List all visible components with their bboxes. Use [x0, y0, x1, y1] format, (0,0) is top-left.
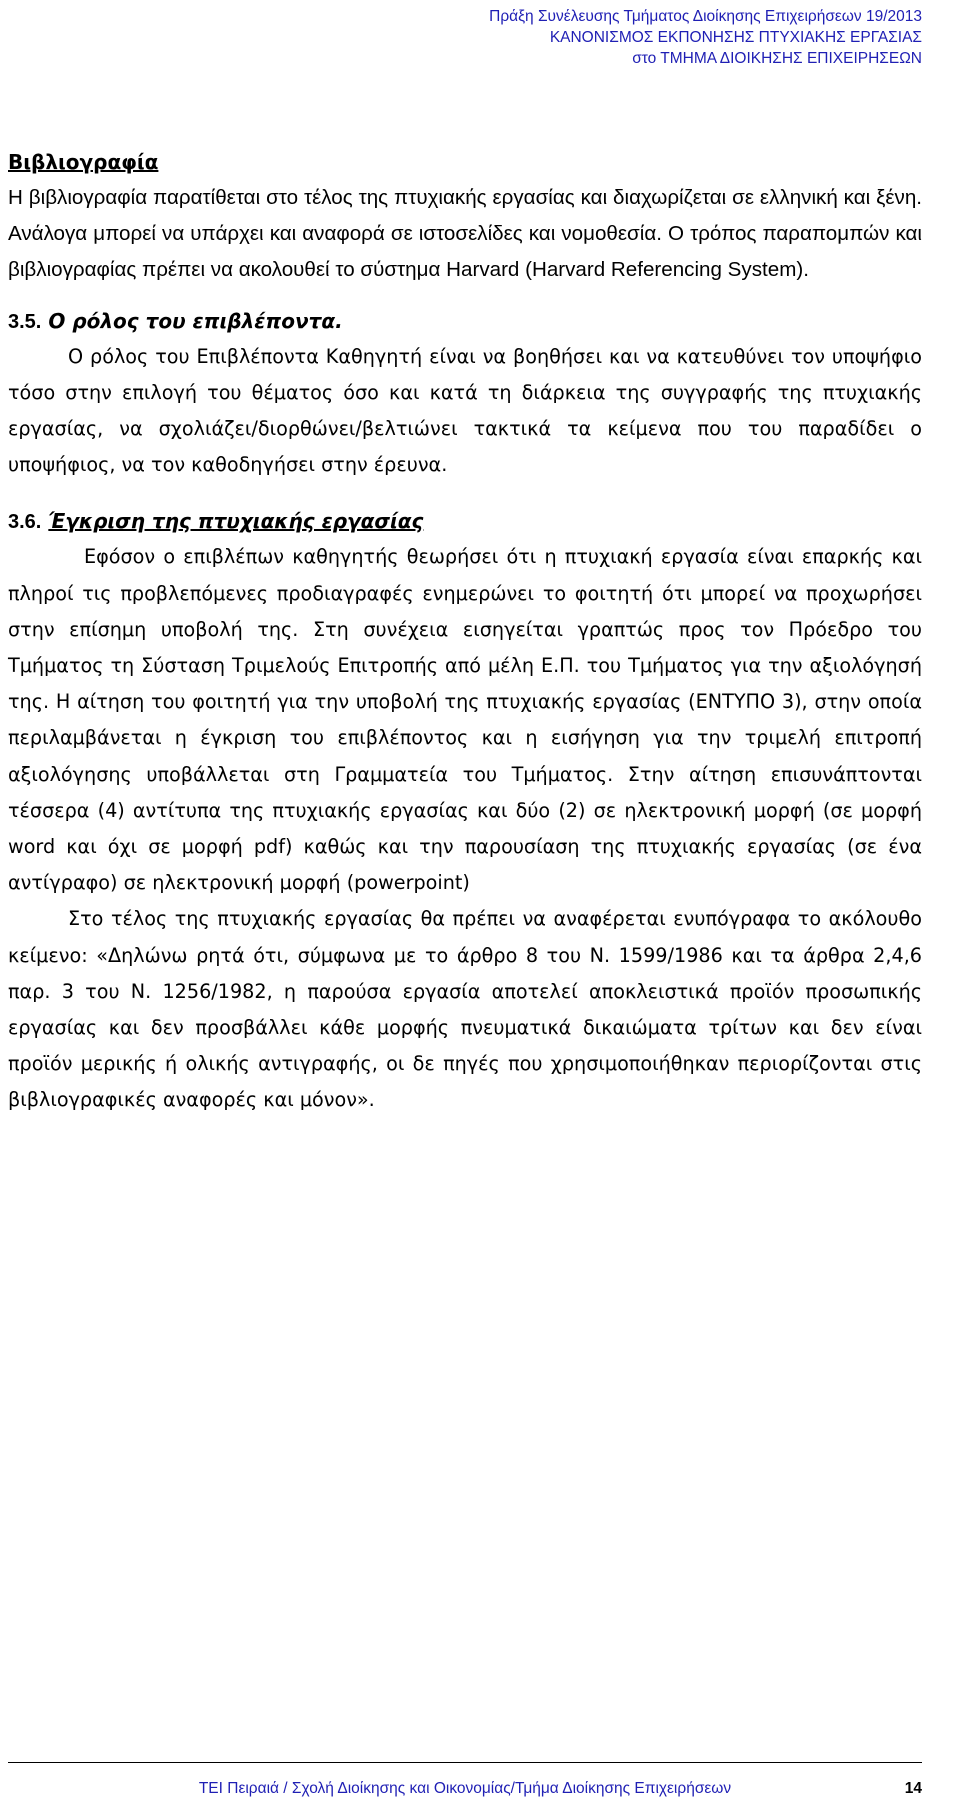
footer-divider — [8, 1762, 922, 1763]
header-line-meeting: Πράξη Συνέλευσης Τμήματος Διοίκησης Επιχειρήσεων 19/2013 — [489, 8, 922, 25]
document-body — [8, 144, 922, 1119]
section-3-5-title: Ο ρόλος του επιβλέποντα. — [48, 308, 343, 333]
section-3-5-paragraph: Ο ρόλος του Επιβλέποντα Καθηγητή είναι να βοηθήσει και να κατευθύνει τον υποψήφιο τόσο στην επιλογή του θέματος όσο και κατά τη διάρκεια της συγγραφής της πτυχιακής εργασίας, να σχολιάζει/διορθώνει/βελτιώνει τακτικά τα κείμενα που του παραδίδει ο υποψήφιος, να τον καθοδηγήσει στην έρευνα. — [8, 344, 922, 477]
section-3-6-paragraph-1: Εφόσον ο επιβλέπων καθηγητής θεωρήσει ότι η πτυχιακή εργασία είναι επαρκής και πληροί τις προβλεπόμενες προδιαγραφές ενημερώνει το φοιτητή ότι μπορεί να προχωρήσει στην επίσημη υποβολή της. Στη συνέχεια εισηγείται γραπτώς προς τον Πρόεδρο του Τμήματος τη Σύσταση Τριμελούς Επιτροπής από μέλη Ε.Π. του Τμήματος για την αξιολόγησή της. Η αίτηση του φοιτητή για την υποβολή της πτυχιακής εργασίας (ΕΝΤΥΠΟ 3), στην οποία περιλαμβάνεται η έγκριση του επιβλέποντος και η εισήγηση για την τριμελή επιτροπή αξιολόγησης υποβάλλεται στη Γραμματεία του Τμήματος. Στην αίτηση επισυνάπτονται τέσσερα (4) αντίτυπα της πτυχιακής εργασίας και δύο (2) σε ηλεκτρονική μορφή (σε μορφή word και όχι σε μορφή pdf) καθώς και την παρουσίαση της πτυχιακής εργασίας (σε ένα αντίγραφο) σε ηλεκτρονική μορφή (powerpoint) — [8, 545, 922, 895]
section-3-5-heading — [8, 303, 922, 339]
section-3-6-paragraph-2: Στο τέλος της πτυχιακής εργασίας θα πρέπει να αναφέρεται ενυπόγραφα το ακόλουθο κείμενο: «Δηλώνω ρητά ότι, σύμφωνα με το άρθρο 8 του Ν. 1599/1986 και τα άρθρα 2,4,6 παρ. 3 του Ν. 1256/1982, η παρούσα εργασία αποτελεί αποκλειστικά προϊόν προσωπικής εργασίας και δεν προσβάλλει κάθε μορφής πνευματικά δικαιώματα τρίτων και δεν είναι προϊόν μερικής ή ολικής αντιγραφής, οι δε πηγές που χρησιμοποιήθηκαν περιορίζονται στις βιβλιογραφικές αναφορές και μόνον». — [8, 907, 922, 1112]
page-footer: ΤΕΙ Πειραιά / Σχολή Διοίκησης και Οικονομίας/Τμήμα Διοίκησης Επιχειρήσεων — [198, 1780, 732, 1797]
bibliography-heading: Βιβλιογραφία — [8, 150, 159, 174]
section-3-5-number: 3.5. — [8, 310, 42, 333]
header-line-regulation: ΚΑΝΟΝΙΣΜΟΣ ΕΚΠΟΝΗΣΗΣ ΠΤΥΧΙΑΚΗΣ ΕΡΓΑΣΙΑΣ — [549, 29, 922, 46]
section-3-6-heading — [8, 503, 922, 539]
header-line-department: στο ΤΜΗΜΑ ΔΙΟΙΚΗΣΗΣ ΕΠΙΧΕΙΡΗΣΕΩΝ — [632, 50, 922, 67]
page-number: 14 — [904, 1780, 922, 1797]
bibliography-paragraph: Η βιβλιογραφία παρατίθεται στο τέλος της πτυχιακής εργασίας και διαχωρίζεται σε ελληνική και ξένη. Ανάλογα μπορεί να υπάρχει και αναφορά σε ιστοσελίδες και νομοθεσία. Ο τρόπος παραπομπών και βιβλιογραφίας πρέπει να ακολουθεί το σύστημα Harvard (Harvard Referencing System). — [8, 186, 922, 282]
section-3-6-number: 3.6. — [8, 511, 42, 534]
section-3-6-title: Έγκριση της πτυχιακής εργασίας — [48, 509, 424, 534]
page-header — [489, 6, 922, 69]
